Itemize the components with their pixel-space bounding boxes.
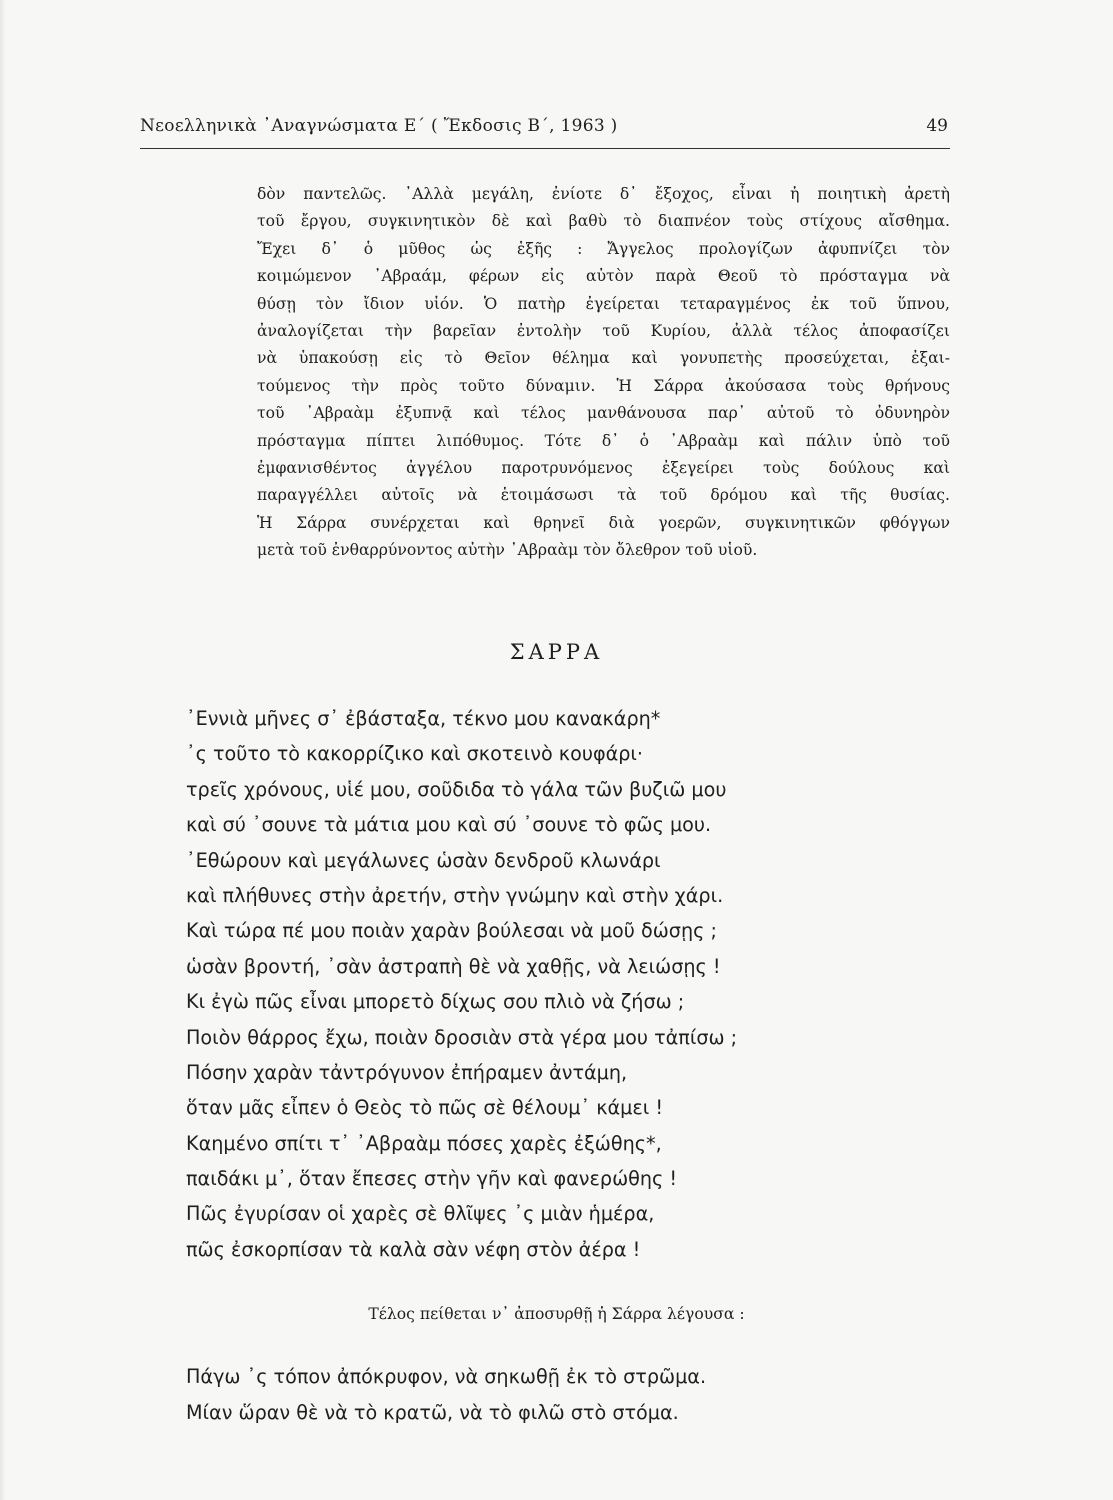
prose-line: θύσῃ τὸν ἴδιον υἱόν. Ὁ πατὴρ ἐγείρεται τεταραγμένος ἐκ τοῦ ὕπνου, [257, 294, 950, 313]
prose-line: Ἔχει δ᾿ ὁ μῦθος ὡς ἑξῆς : Ἄγγελος προλογίζων ἀφυπνίζει τὸν [257, 239, 950, 258]
verse-line: ὅταν μᾶς εἶπεν ὁ Θεὸς τὸ πῶς σὲ θέλουμ᾿ κάμει ! [186, 1096, 664, 1120]
verse-line: ᾿Εννιὰ μῆνες σ᾿ ἐβάσταξα, τέκνο μου κανακάρη* [186, 707, 661, 730]
verse-line: Πῶς ἐγυρίσαν οἱ χαρὲς σὲ θλῖψες ᾿ς μιὰν ἡμέρα, [186, 1202, 655, 1226]
verse-line: Πάγω ᾿ς τόπον ἀπόκρυφον, νὰ σηκωθῇ ἐκ τὸ στρῶμα. [186, 1365, 707, 1388]
prose-line: μετὰ τοῦ ἐνθαρρύνοντος αὐτὴν ᾿Αβραὰμ τὸν ὄλεθρον τοῦ υἱοῦ. [257, 541, 758, 560]
verse-line: πῶς ἐσκορπίσαν τὰ καλὰ σὰν νέφη στὸν ἀέρα ! [186, 1237, 641, 1261]
verse-line: ᾿ς τοῦτο τὸ κακορρίζικο καὶ σκοτεινὸ κουφάρι· [186, 742, 644, 766]
prose-line: κοιμώμενον ᾿Αβραάμ, φέρων εἰς αὐτὸν παρὰ Θεοῦ τὸ πρόσταγμα νὰ [257, 267, 950, 286]
prose-line: Ἡ Σάρρα συνέρχεται καὶ θρηνεῖ διὰ γοερῶν, συγκινητικῶν φθόγγων [257, 513, 950, 532]
prose-line: ἐμφανισθέντος ἀγγέλου παροτρυνόμενος ἐξεγείρει τοὺς δούλους καὶ [257, 458, 950, 477]
section-heading: ΣΑΡΡΑ [509, 640, 604, 664]
header-title: Νεοελληνικὰ ᾿Αναγνώσματα Ε΄ ( Ἔκδοσις Β΄, 1963 ) [140, 116, 618, 136]
header-rule [140, 148, 950, 149]
prose-line: δὸν παντελῶς. ᾿Αλλὰ μεγάλη, ἐνίοτε δ᾿ ἔξοχος, εἶναι ἡ ποιητικὴ ἀρετὴ [257, 185, 950, 203]
verse-line: Καὶ τώρα πέ μου ποιὰν χαρὰν βούλεσαι νὰ μοῦ δώσῃς ; [186, 919, 717, 943]
prose-line: τοῦ ἔργου, συγκινητικὸν δὲ καὶ βαθὺ τὸ διαπνέον τοὺς στίχους αἴσθημα. [257, 212, 950, 231]
stage-direction: Τέλος πείθεται ν᾿ ἀποσυρθῇ ἡ Σάρρα λέγουσα : [368, 1305, 745, 1323]
verse-line: Πόσην χαρὰν τἀντρόγυνον ἐπήραμεν ἀντάμη, [186, 1060, 628, 1084]
prose-line: παραγγέλλει αὐτοῖς νὰ ἑτοιμάσωσι τὰ τοῦ δρόμου καὶ τῆς θυσίας. [257, 486, 950, 505]
verse-line: Ποιὸν θάρρος ἔχω, ποιὰν δροσιὰν στὰ γέρα μου τἀπίσω ; [186, 1025, 738, 1049]
verse-line: ὡσὰν βροντή, ᾿σὰν ἀστραπὴ θὲ νὰ χαθῇς, νὰ λειώσῃς ! [186, 954, 721, 978]
verse-line: Καημένο σπίτι τ᾿ ᾿Αβραὰμ πόσες χαρὲς ἐξώθης*, [186, 1131, 662, 1155]
prose-line: τοῦ ᾿Αβραὰμ ἐξυπνᾷ καὶ τέλος μανθάνουσα παρ᾿ αὐτοῦ τὸ ὀδυνηρὸν [257, 404, 950, 423]
prose-line: τούμενος τὴν πρὸς τοῦτο δύναμιν. Ἡ Σάρρα ἀκούσασα τοὺς θρήνους [257, 376, 950, 395]
verse-line: τρεῖς χρόνους, υἱέ μου, σοῦδιδα τὸ γάλα τῶν βυζιῶ μου [186, 777, 727, 801]
prose-line: πρόσταγμα πίπτει λιπόθυμος. Τότε δ᾿ ὁ ᾿Αβραὰμ καὶ πάλιν ὑπὸ τοῦ [257, 431, 950, 450]
prose-line: νὰ ὑπακούσῃ εἰς τὸ Θεῖον θέλημα καὶ γονυπετὴς προσεύχεται, ἐξαι- [257, 349, 950, 368]
verse-line: Κι ἐγὼ πῶς εἶναι μπορετὸ δίχως σου πλιὸ νὰ ζήσω ; [186, 990, 685, 1014]
intro-paragraph [257, 181, 950, 564]
prose-line: ἀναλογίζεται τὴν βαρεῖαν ἐντολὴν τοῦ Κυρίου, ἀλλὰ τέλος ἀποφασίζει [257, 321, 950, 340]
verse-line: καὶ πλήθυνες στὴν ἀρετήν, στὴν γνώμην καὶ στὴν χάρι. [186, 883, 724, 907]
verse-line: Μίαν ὥραν θὲ νὰ τὸ κρατῶ, νὰ τὸ φιλῶ στὸ στόμα. [186, 1401, 679, 1424]
poem-stanza [186, 701, 946, 1267]
verse-line: ᾿Εθώρουν καὶ μεγάλωνες ὡσὰν δενδροῦ κλωνάρι [186, 848, 661, 872]
page-edge-shadow [0, 0, 6, 1500]
poem-closing-stanza [186, 1359, 946, 1431]
verse-line: καὶ σύ ᾿σουνε τὰ μάτια μου καὶ σύ ᾿σουνε τὸ φῶς μου. [186, 813, 712, 837]
page-number: 49 [926, 116, 948, 136]
running-header [140, 116, 950, 142]
verse-line: παιδάκι μ᾿, ὅταν ἔπεσες στὴν γῆν καὶ φανερώθης ! [186, 1167, 678, 1191]
